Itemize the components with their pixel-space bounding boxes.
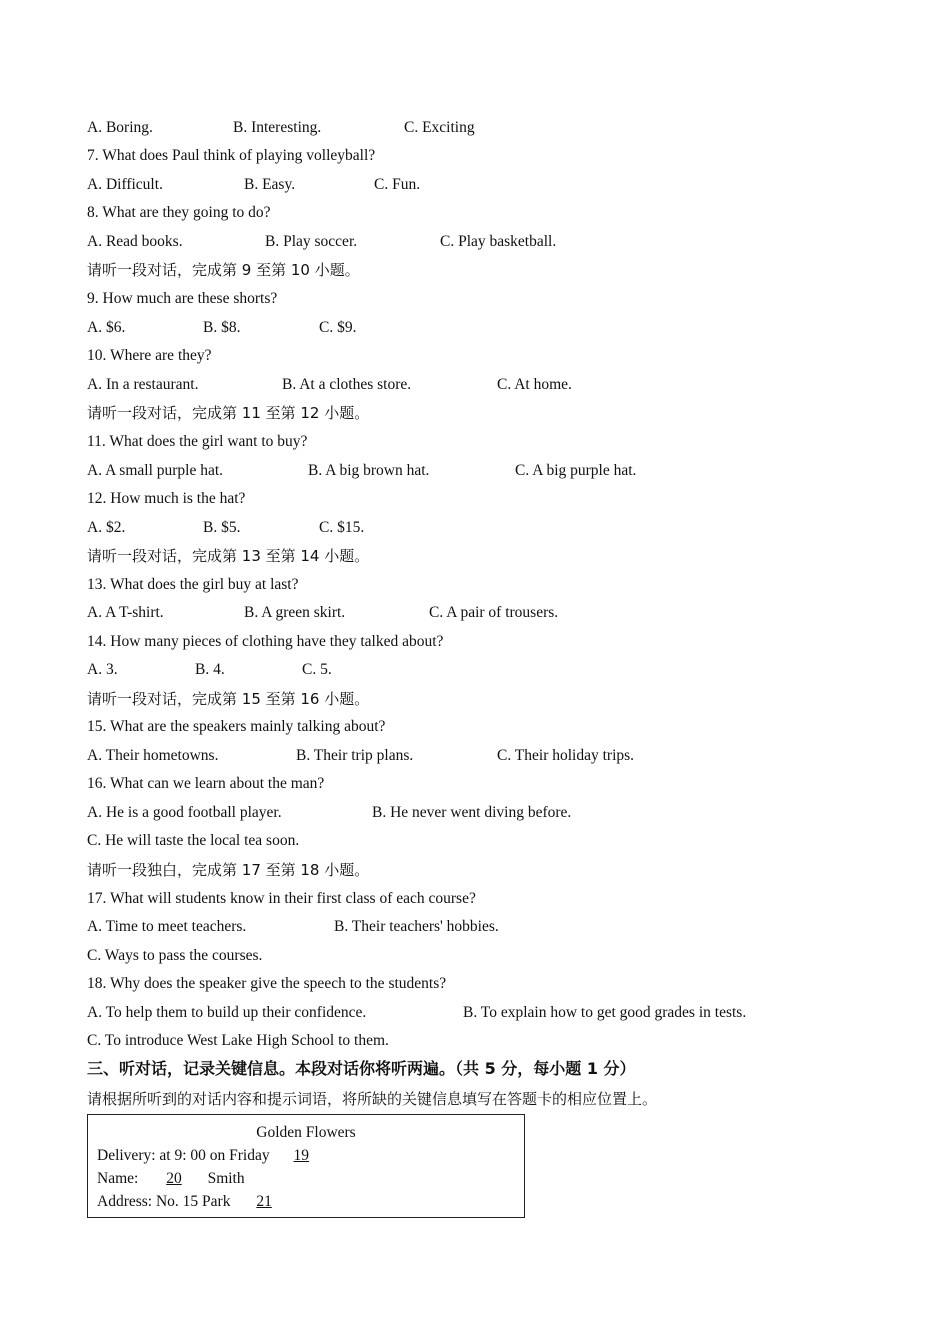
box-title: Golden Flowers: [256, 1124, 356, 1141]
option-a: A. Read books.: [87, 233, 183, 250]
option-b: B. $8.: [203, 319, 241, 336]
info-box: [87, 1114, 525, 1218]
option-a: A. $2.: [87, 519, 126, 536]
instruction-15-16: 请听一段对话，完成第 15 至第 16 小题。: [87, 690, 370, 708]
option-a: A. He is a good football player.: [87, 804, 282, 821]
option-b: B. A green skirt.: [244, 604, 346, 621]
option-a: A. To help them to build up their confidence.: [87, 1004, 367, 1021]
option-a: A. Time to meet teachers.: [87, 918, 247, 935]
name-row: [97, 1169, 245, 1189]
instruction-17-18: 请听一段独白，完成第 17 至第 18 小题。: [87, 861, 370, 879]
address-label: Address: No. 15 Park: [97, 1193, 231, 1210]
option-b: B. 4.: [195, 661, 225, 678]
option-c: C. Play basketball.: [440, 233, 557, 250]
name-suffix: Smith: [207, 1170, 245, 1187]
instruction-11-12: 请听一段对话，完成第 11 至第 12 小题。: [87, 404, 370, 422]
address-row: [97, 1192, 284, 1212]
option-a: A. 3.: [87, 661, 118, 678]
question-10: 10. Where are they?: [87, 347, 212, 364]
option-c: C. $15.: [319, 519, 365, 536]
instruction-13-14: 请听一段对话，完成第 13 至第 14 小题。: [87, 547, 370, 565]
blank-21: 21: [256, 1193, 272, 1210]
question-12: 12. How much is the hat?: [87, 490, 246, 507]
option-c: C. At home.: [497, 376, 572, 393]
question-15: 15. What are the speakers mainly talking about?: [87, 718, 386, 735]
option-a: A. $6.: [87, 319, 126, 336]
delivery-label: Delivery: at 9: 00 on Friday: [97, 1147, 270, 1164]
question-13: 13. What does the girl buy at last?: [87, 576, 299, 593]
option-c-q18: C. To introduce West Lake High School to them.: [87, 1032, 389, 1049]
option-b: B. At a clothes store.: [282, 376, 412, 393]
option-c: C. 5.: [302, 661, 332, 678]
option-a: A. In a restaurant.: [87, 376, 199, 393]
instruction-9-10: 请听一段对话，完成第 9 至第 10 小题。: [87, 261, 360, 279]
option-b: B. Their teachers' hobbies.: [334, 918, 499, 935]
option-c-q16: C. He will taste the local tea soon.: [87, 832, 300, 849]
blank-19: 19: [293, 1147, 309, 1164]
option-b: B. To explain how to get good grades in tests.: [463, 1004, 747, 1021]
name-label: Name:: [97, 1170, 139, 1187]
option-c: C. Exciting: [404, 119, 475, 136]
option-c: C. A pair of trousers.: [429, 604, 559, 621]
option-a: A. A small purple hat.: [87, 462, 224, 479]
option-c-q17: C. Ways to pass the courses.: [87, 947, 263, 964]
question-16: 16. What can we learn about the man?: [87, 775, 325, 792]
option-c: C. $9.: [319, 319, 357, 336]
option-a: A. Boring.: [87, 119, 153, 136]
question-11: 11. What does the girl want to buy?: [87, 433, 308, 450]
option-a: A. Their hometowns.: [87, 747, 219, 764]
question-14: 14. How many pieces of clothing have they talked about?: [87, 633, 444, 650]
question-9: 9. How much are these shorts?: [87, 290, 278, 307]
option-a: A. Difficult.: [87, 176, 163, 193]
option-c: C. Fun.: [374, 176, 421, 193]
option-b: B. Play soccer.: [265, 233, 358, 250]
option-a: A. A T-shirt.: [87, 604, 164, 621]
blank-20: 20: [166, 1170, 182, 1187]
option-b: B. A big brown hat.: [308, 462, 430, 479]
question-18: 18. Why does the speaker give the speech to the students?: [87, 975, 447, 992]
delivery-row: [97, 1146, 317, 1166]
option-b: B. Their trip plans.: [296, 747, 414, 764]
option-b: B. Interesting.: [233, 119, 322, 136]
option-b: B. $5.: [203, 519, 241, 536]
option-c: C. Their holiday trips.: [497, 747, 635, 764]
question-7: 7. What does Paul think of playing volleyball?: [87, 147, 376, 164]
option-b: B. Easy.: [244, 176, 296, 193]
option-c: C. A big purple hat.: [515, 462, 637, 479]
question-17: 17. What will students know in their first class of each course?: [87, 890, 476, 907]
option-b: B. He never went diving before.: [372, 804, 572, 821]
question-8: 8. What are they going to do?: [87, 204, 271, 221]
section-instruction: 请根据所听到的对话内容和提示词语，将所缺的关键信息填写在答题卡的相应位置上。: [87, 1090, 658, 1108]
section-title: 三、听对话，记录关键信息。本段对话你将听两遍。（共 5 分，每小题 1 分）: [87, 1059, 636, 1078]
